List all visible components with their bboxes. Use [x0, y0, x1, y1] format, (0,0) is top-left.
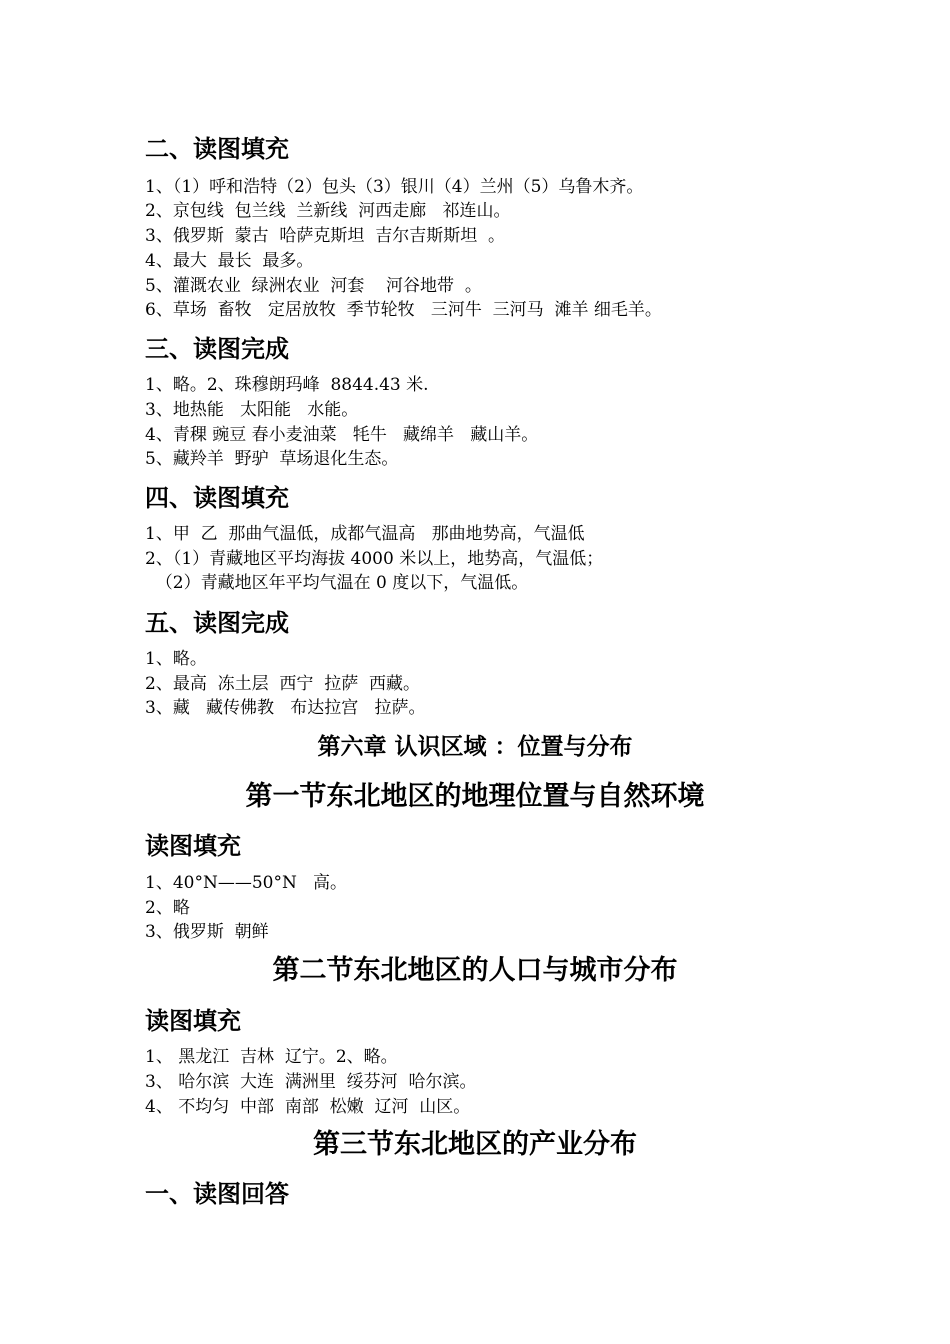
- text-line: 3、藏 藏传佛教 布达拉宫 拉萨。: [145, 698, 426, 718]
- section-heading-5: 五、读图完成: [145, 609, 289, 637]
- text-line: 1、 黑龙江 吉林 辽宁。2、略。: [145, 1047, 398, 1067]
- text-line: 5、藏羚羊 野驴 草场退化生态。: [145, 449, 399, 469]
- section-heading-4: 四、读图填充: [145, 484, 289, 512]
- section-title-2: 第二节东北地区的人口与城市分布: [272, 955, 678, 986]
- text-line: 2、京包线 包兰线 兰新线 河西走廊 祁连山。: [145, 201, 511, 221]
- text-line: 1、40°N——50°N 高。: [145, 873, 348, 893]
- text-line: 5、灌溉农业 绿洲农业 河套 河谷地带 。: [145, 276, 482, 296]
- subsection-heading: 读图填充: [145, 832, 241, 860]
- text-line: 3、地热能 太阳能 水能。: [145, 400, 359, 420]
- text-line: 3、 哈尔滨 大连 满洲里 绥芬河 哈尔滨。: [145, 1072, 477, 1092]
- chapter-title: 第六章 认识区域 ：位置与分布: [317, 734, 633, 760]
- text-line: 2、（1）青藏地区平均海拔 4000 米以上，地势高，气温低；: [145, 549, 604, 569]
- section-title-3: 第三节东北地区的产业分布: [313, 1129, 637, 1160]
- text-line: （2）青藏地区年平均气温在 0 度以下，气温低。: [145, 573, 529, 593]
- section-heading-3: 三、读图完成: [145, 335, 289, 363]
- text-line: 1、略。2、珠穆朗玛峰 8844.43 米.: [145, 375, 429, 395]
- text-line: 1、略。: [145, 649, 207, 669]
- text-line: 6、草场 畜牧 定居放牧 季节轮牧 三河牛 三河马 滩羊 细毛羊。: [145, 300, 662, 320]
- subsection-heading: 读图填充: [145, 1007, 241, 1035]
- section-heading-2: 二、读图填充: [145, 135, 289, 163]
- text-line: 4、最大 最长 最多。: [145, 251, 314, 271]
- text-line: 4、 不均匀 中部 南部 松嫩 辽河 山区。: [145, 1097, 471, 1117]
- text-line: 3、俄罗斯 朝鲜: [145, 922, 269, 942]
- text-line: 1、（1）呼和浩特（2）包头（3）银川（4）兰州（5）乌鲁木齐。: [145, 177, 644, 197]
- text-line: 4、青稞 豌豆 春小麦油菜 牦牛 藏绵羊 藏山羊。: [145, 425, 539, 445]
- text-line: 2、略: [145, 898, 190, 918]
- text-line: 1、甲 乙 那曲气温低，成都气温高 那曲地势高，气温低: [145, 524, 585, 544]
- section-title-1: 第一节东北地区的地理位置与自然环境: [245, 781, 705, 812]
- text-line: 2、最高 冻土层 西宁 拉萨 西藏。: [145, 674, 421, 694]
- subsection-heading: 一、读图回答: [145, 1180, 289, 1208]
- text-line: 3、俄罗斯 蒙古 哈萨克斯坦 吉尔吉斯斯坦 。: [145, 226, 506, 246]
